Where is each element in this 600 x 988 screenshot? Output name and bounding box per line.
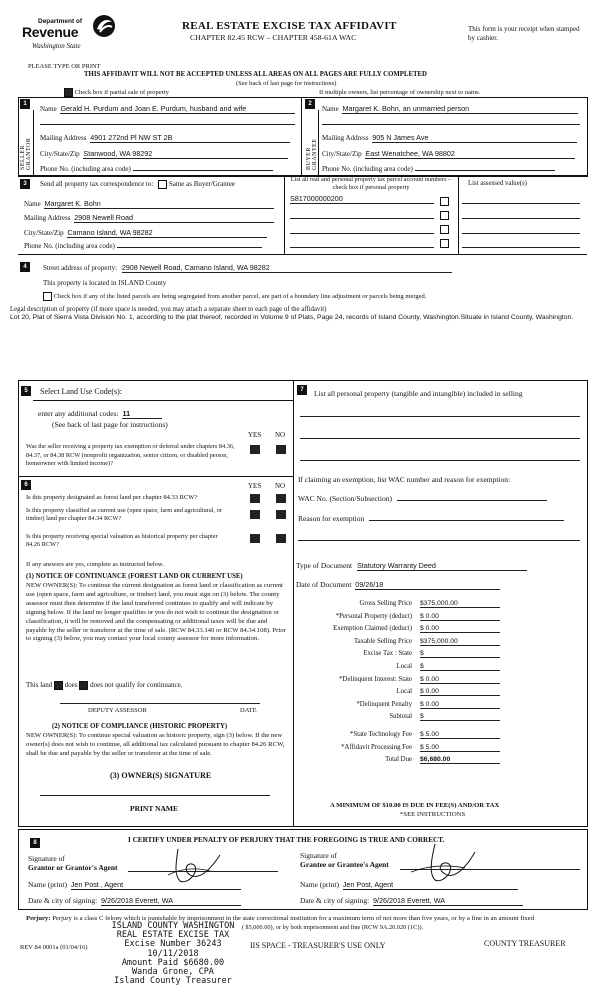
send-phone[interactable]: [117, 247, 262, 248]
tax-row-value[interactable]: $ 0.00: [420, 625, 500, 633]
grantor-sig-label-1: Signature of: [28, 854, 65, 863]
tax-row-value[interactable]: $ 0.00: [420, 701, 500, 709]
divider: [33, 110, 34, 175]
tax-row-label: *Affidavit Processing Fee: [341, 743, 412, 751]
grantee-date-row: Date & city of signing: 9/26/2018 Everett, WA: [300, 896, 523, 906]
section-6-number: 6: [21, 480, 31, 490]
buyer-name[interactable]: Margaret K. Bohn, an unmarried person: [342, 104, 578, 114]
tax-row-label: Subtotal: [389, 713, 412, 721]
tax-row-value[interactable]: $ 5.00: [420, 731, 500, 739]
exemption-claim-label: If claiming an exemption, list WAC number and reason for exemption:: [298, 475, 511, 484]
personal-property-line-2[interactable]: [300, 438, 580, 439]
tax-row-label: Local: [396, 688, 412, 696]
grantee-sig-label-2: Grantee or Grantee's Agent: [300, 860, 389, 869]
form-title: REAL ESTATE EXCISE TAX AFFIDAVIT: [182, 20, 397, 32]
buyer-phone-row: Phone No. (including area code): [322, 165, 555, 173]
buyer-city-row: City/State/Zip East Wenatchee, WA 98802: [322, 149, 575, 159]
stamp-line: Island County Treasurer: [114, 976, 232, 987]
send-name[interactable]: Margaret K. Bohn: [44, 199, 274, 209]
divider: [318, 110, 319, 175]
yes-header-6: YES: [248, 482, 262, 490]
seller-mail-row: Mailing Address 4901 272nd Pl NW ST 2B: [40, 133, 290, 143]
seller-city-row: City/State/Zip Stanwood, WA 98292: [40, 149, 288, 159]
buyer-name-row: Name Margaret K. Bohn, an unmarried person: [322, 104, 578, 114]
send-city-row: City/State/Zip Camano Island, WA 98282: [24, 228, 267, 238]
compliance-title: (2) NOTICE OF COMPLIANCE (HISTORIC PROPERTY): [52, 723, 228, 730]
tax-row-label: Total Due: [385, 756, 412, 764]
deputy-line[interactable]: [60, 703, 260, 704]
stamp-line: Excise Number 36243: [124, 939, 222, 950]
owner-signature-label: (3) OWNER(S) SIGNATURE: [110, 771, 212, 780]
logo-dept: Department of: [38, 18, 83, 25]
does-not-checkbox[interactable]: [79, 681, 88, 690]
parcel-line-2: [290, 218, 434, 219]
tax-row-label: *Personal Property (deduct): [335, 612, 412, 620]
treasurer-use-only: IIS SPACE - TREASURER'S USE ONLY: [250, 941, 386, 950]
continuance-row: This land does does not qualify for continuance.: [26, 681, 183, 690]
deputy-label: DEPUTY ASSESSOR: [88, 707, 147, 714]
logo-state: Washington State: [32, 42, 81, 50]
document-date[interactable]: 09/26/18: [355, 580, 500, 590]
tax-row-label: *State Technology Fee: [349, 731, 412, 738]
partial-sale-checkbox[interactable]: [64, 88, 73, 97]
personal-property-checkbox-4[interactable]: [440, 239, 449, 248]
tax-row-label: *Delinquent Interest: State: [339, 675, 412, 683]
grantee-sig-label-1: Signature of: [300, 851, 337, 860]
buyer-side-label: BUYER GRANTEE: [306, 138, 318, 170]
parcel-line-4: [290, 247, 434, 248]
doc-date-row: Date of Document 09/26/18: [296, 580, 500, 590]
seller-name-line2: [40, 124, 295, 125]
personal-property-title: List all personal property (tangible and intangible) included in selling: [314, 389, 523, 398]
revenue-logo: [22, 18, 122, 54]
see-back-top: (See back of last page for instructions): [236, 80, 337, 87]
wac-input[interactable]: [397, 500, 547, 501]
seller-name-row: Name Gerald H. Purdum and Joan E. Purdum, husband and wife: [40, 104, 295, 114]
section-1-number: 1: [20, 99, 30, 109]
certify-statement: I CERTIFY UNDER PENALTY OF PERJURY THAT THE FOREGOING IS TRUE AND CORRECT.: [128, 836, 445, 844]
tax-row-value[interactable]: $375,000.00: [420, 600, 500, 608]
send-phone-row: Phone No. (including area code): [24, 242, 262, 250]
historic-no-checkbox[interactable]: [276, 534, 286, 543]
section-3-number: 3: [20, 179, 30, 189]
tax-row-label: Taxable Selling Price: [353, 637, 412, 645]
personal-property-checkbox-1[interactable]: [440, 197, 449, 206]
tax-row-value[interactable]: $: [420, 650, 500, 658]
tax-row-value[interactable]: $ 5.00: [420, 744, 500, 752]
personal-property-line-1[interactable]: [300, 416, 580, 417]
divider: [284, 176, 285, 254]
parcel-header: List all real and personal property tax parcel account numbers – check box if personal property: [290, 176, 452, 191]
reason-line-2[interactable]: [298, 540, 580, 541]
stamp-line: 10/11/2018: [147, 948, 199, 959]
type-or-print: PLEASE TYPE OR PRINT: [28, 63, 101, 70]
land-use-title: Select Land Use Code(s):: [40, 387, 122, 396]
no-header-6: NO: [275, 482, 286, 490]
legal-description[interactable]: Lot 20, Plat of Sierra Vista Division No. 1, according to the plat thereof, recorded in Volume 9 of Plats, Page 24, records of Island County, Washington.Situate in Island County, Washington.: [10, 314, 574, 321]
forest-question: Is this property designated as forest land per chapter 84.33 RCW?: [26, 494, 198, 501]
section-4-number: 4: [20, 262, 30, 272]
document-type[interactable]: Statutory Warranty Deed: [357, 561, 527, 571]
continuance-text: NEW OWNER(S): To continue the current designation as forest land or classification as current use (open space, farm and agriculture, or timber) land, you must sign on (3) below. The county assessor must then determine if the land transferred continues to qualify and will indicate by signing below. If the land no longer qualifies or you do not wish to continue the designation or classification, it will be removed and the compensating or additional taxes will be due and payable by the seller or transferor at the time of sale. (RCW 84.33.140 or RCW 84.34.108). Prior to signing (3) below, you may contact your local county assessor for more information.: [26, 582, 286, 643]
see-instructions: *SEE INSTRUCTIONS: [400, 811, 466, 818]
grantee-date-city[interactable]: 9/26/2018 Everett, WA: [373, 896, 523, 906]
tax-row-label: Gross Selling Price: [359, 600, 412, 607]
assessed-line-2[interactable]: [462, 218, 580, 219]
treasurer-stamp: [106, 922, 240, 986]
county-treasurer: COUNTY TREASURER: [484, 939, 566, 948]
forest-no-checkbox[interactable]: [276, 494, 286, 503]
form-number: REV 84 0001a (01/04/16): [20, 944, 88, 951]
send-mail[interactable]: 2908 Newell Road: [74, 213, 274, 223]
current-use-yes-checkbox[interactable]: [250, 510, 260, 519]
reason-input[interactable]: [369, 520, 564, 521]
grantor-date-row: Date & city of signing: 9/26/2018 Everett, WA: [28, 896, 241, 906]
section-5-number: 5: [21, 386, 31, 396]
receipt-note: This form is your receipt when stamped by cashier.: [468, 25, 580, 42]
grantee-signature-scribble-icon: [405, 840, 480, 885]
send-name-row: Name Margaret K. Bohn: [24, 199, 274, 209]
stamp-line: ISLAND COUNTY WASHINGTON: [111, 921, 235, 931]
same-as-buyer-checkbox[interactable]: [158, 180, 167, 189]
grantee-print-name[interactable]: Jen Post, Agent: [343, 880, 518, 890]
tax-row-label: Exemption Claimed (deduct): [333, 625, 412, 633]
assessed-line-3[interactable]: [462, 233, 580, 234]
grantor-date-city[interactable]: 9/26/2018 Everett, WA: [101, 896, 241, 906]
divider: [33, 400, 294, 401]
deputy-date-label: DATE: [240, 707, 257, 714]
if-any-yes: If any answers are yes, complete as instructed below.: [26, 561, 164, 568]
compliance-text: NEW OWNER(S): To continue special valuation as historic property, sign (3) below. If the new owner(s) does not wish to continue, all additional tax calculated pursuant to chapter 84.26 RCW, shall be due and payable by the seller or transferor at the time of sale.: [26, 732, 285, 757]
legal-label: Legal description of property (if more space is needed, you may attach a separate sheet to each page of the affidavit): [10, 306, 327, 313]
send-city[interactable]: Camano Island, WA 98282: [67, 228, 267, 238]
section-7-number: 7: [297, 385, 307, 395]
divider: [18, 254, 587, 255]
seller-mail[interactable]: 4901 272nd Pl NW ST 2B: [90, 133, 290, 143]
tax-row-label: *Delinquent Penalty: [356, 700, 412, 708]
seller-city[interactable]: Stanwood, WA 98292: [83, 149, 288, 159]
seller-name[interactable]: Gerald H. Purdum and Joan E. Purdum, husband and wife: [60, 104, 295, 114]
buyer-mail[interactable]: 905 N James Ave: [372, 133, 577, 143]
exemption-yes-checkbox[interactable]: [250, 445, 260, 454]
historic-question: Is this property receiving special valuation as historical property per chapter 84.26 RCW?: [26, 533, 218, 548]
grantor-print-name[interactable]: Jen Post , Agent: [71, 880, 241, 890]
personal-property-checkbox-2[interactable]: [440, 211, 449, 220]
street-row: Street address of property: 2908 Newell Road, Camano Island, WA 98282: [43, 263, 452, 273]
tax-row-label: Excise Tax : State: [363, 650, 412, 658]
assessed-header: List assessed value(s): [468, 180, 527, 187]
current-use-question: Is this property classified as current use (open space, farm and agricultural, or timber) land per chapter 84.34 RCW?: [26, 507, 222, 522]
divider: [301, 97, 302, 176]
segregated-row: Check box if any of the listed parcels are being segregated from another parcel, are part of a boundary line adjustment or parcels being merged.: [43, 292, 426, 301]
parcel-line-1: [290, 203, 434, 204]
tax-row-value[interactable]: $ 0.00: [420, 613, 500, 621]
send-mail-row: Mailing Address 2908 Newell Road: [24, 213, 274, 223]
tax-row-value[interactable]: $375,000.00: [420, 638, 500, 646]
parcel-line-3: [290, 233, 434, 234]
personal-property-line-3[interactable]: [300, 460, 580, 461]
print-name-label: PRINT NAME: [130, 804, 178, 813]
divider: [293, 380, 294, 826]
divider: [18, 476, 294, 477]
warning-text: THIS AFFIDAVIT WILL NOT BE ACCEPTED UNLESS ALL AREAS ON ALL PAGES ARE FULLY COMPLETED: [84, 71, 427, 78]
tax-row-value[interactable]: $6,680.00: [420, 756, 500, 764]
grantor-name-row: Name (print) Jen Post , Agent: [28, 880, 241, 890]
stamp-line: Wanda Grone, CPA: [132, 967, 214, 978]
does-checkbox[interactable]: [54, 681, 63, 690]
land-use-see-back: (See back of last page for instructions): [52, 420, 168, 429]
land-use-code[interactable]: 11: [122, 409, 162, 419]
assessed-line-1[interactable]: [462, 203, 580, 204]
located-county: This property is located in ISLAND County: [43, 279, 167, 287]
stamp-line: Amount Paid $6680.00: [121, 957, 225, 968]
logo-name: Revenue: [22, 24, 79, 40]
multiple-owners-note: If multiple owners, list percentage of ownership next to name.: [319, 89, 481, 96]
personal-property-checkbox-3[interactable]: [440, 225, 449, 234]
seller-side-label: SELLER GRANTOR: [20, 137, 32, 170]
send-correspondence-row: Send all property tax correspondence to: Same as Buyer/Grantee: [40, 180, 235, 189]
section-8-number: 8: [30, 838, 40, 848]
reason-row: Reason for exemption: [298, 514, 564, 523]
perjury-tail: ( $5,000.00), or by both imprisonment and fine (RCW 9A.20.020 (1C)).: [242, 924, 424, 931]
buyer-city[interactable]: East Wenatchee, WA 98802: [365, 149, 575, 159]
segregated-checkbox[interactable]: [43, 292, 52, 301]
logo-swoosh-icon: [92, 14, 116, 38]
tax-row-value[interactable]: $ 0.00: [420, 688, 500, 696]
grantor-signature-scribble-icon: [160, 845, 230, 885]
additional-codes-row: enter any additional codes: 11: [38, 409, 162, 419]
divider: [458, 176, 459, 254]
buyer-mail-row: Mailing Address 905 N James Ave: [322, 133, 577, 143]
seller-phone[interactable]: [133, 170, 273, 171]
buyer-phone[interactable]: [415, 170, 555, 171]
doc-type-row: Type of Document Statutory Warranty Deed: [296, 561, 527, 571]
assessed-line-4[interactable]: [462, 247, 580, 248]
historic-yes-checkbox[interactable]: [250, 534, 260, 543]
continuance-title: (1) NOTICE OF CONTINUANCE (FOREST LAND OR CURRENT USE): [26, 573, 243, 580]
buyer-name-line2: [322, 124, 580, 125]
exemption-question: Was the seller receiving a property tax exemption or deferral under chapters 84.36, 84.37, or 84.38 RCW (nonprofit organization, senior citizen, or disabled person, homeowner with limited income)?: [26, 443, 235, 467]
seller-phone-row: Phone No. (including area code): [40, 165, 273, 173]
perjury-notice: Perjury: Perjury is a class C felony which is punishable by imprisonment in the state correctional institution for a maximum term of not more than five years, or by a fine in an amount fixed: [26, 915, 534, 922]
forest-yes-checkbox[interactable]: [250, 494, 260, 503]
tax-row-value[interactable]: $: [420, 713, 500, 721]
section-2-number: 2: [305, 99, 315, 109]
tax-row-value[interactable]: $ 0.00: [420, 676, 500, 684]
stamp-line: REAL ESTATE EXCISE TAX: [116, 930, 230, 941]
partial-sale-row: [64, 88, 169, 97]
wac-row: WAC No. (Section/Subsection): [298, 494, 547, 503]
exemption-no-checkbox[interactable]: [276, 445, 286, 454]
property-street[interactable]: 2908 Newell Road, Camano Island, WA 98282: [122, 263, 452, 273]
no-header-5: NO: [275, 431, 286, 439]
tax-row-value[interactable]: $: [420, 663, 500, 671]
current-use-no-checkbox[interactable]: [276, 510, 286, 519]
partial-sale-label: Check box if partial sale of property: [74, 88, 169, 96]
grantor-sig-label-2: Grantor or Grantor's Agent: [28, 863, 118, 872]
owner-signature-line[interactable]: [40, 795, 270, 796]
grantee-name-row: Name (print) Jen Post, Agent: [300, 880, 518, 890]
form-subtitle: CHAPTER 82.45 RCW – CHAPTER 458-61A WAC: [190, 33, 357, 42]
yes-header-5: YES: [248, 431, 262, 439]
tax-row-label: Local: [396, 663, 412, 670]
minimum-due: A MINIMUM OF $10.00 IS DUE IN FEE(S) AND/OR TAX: [330, 802, 500, 809]
parcel-number-1[interactable]: S817000000200: [290, 194, 343, 203]
